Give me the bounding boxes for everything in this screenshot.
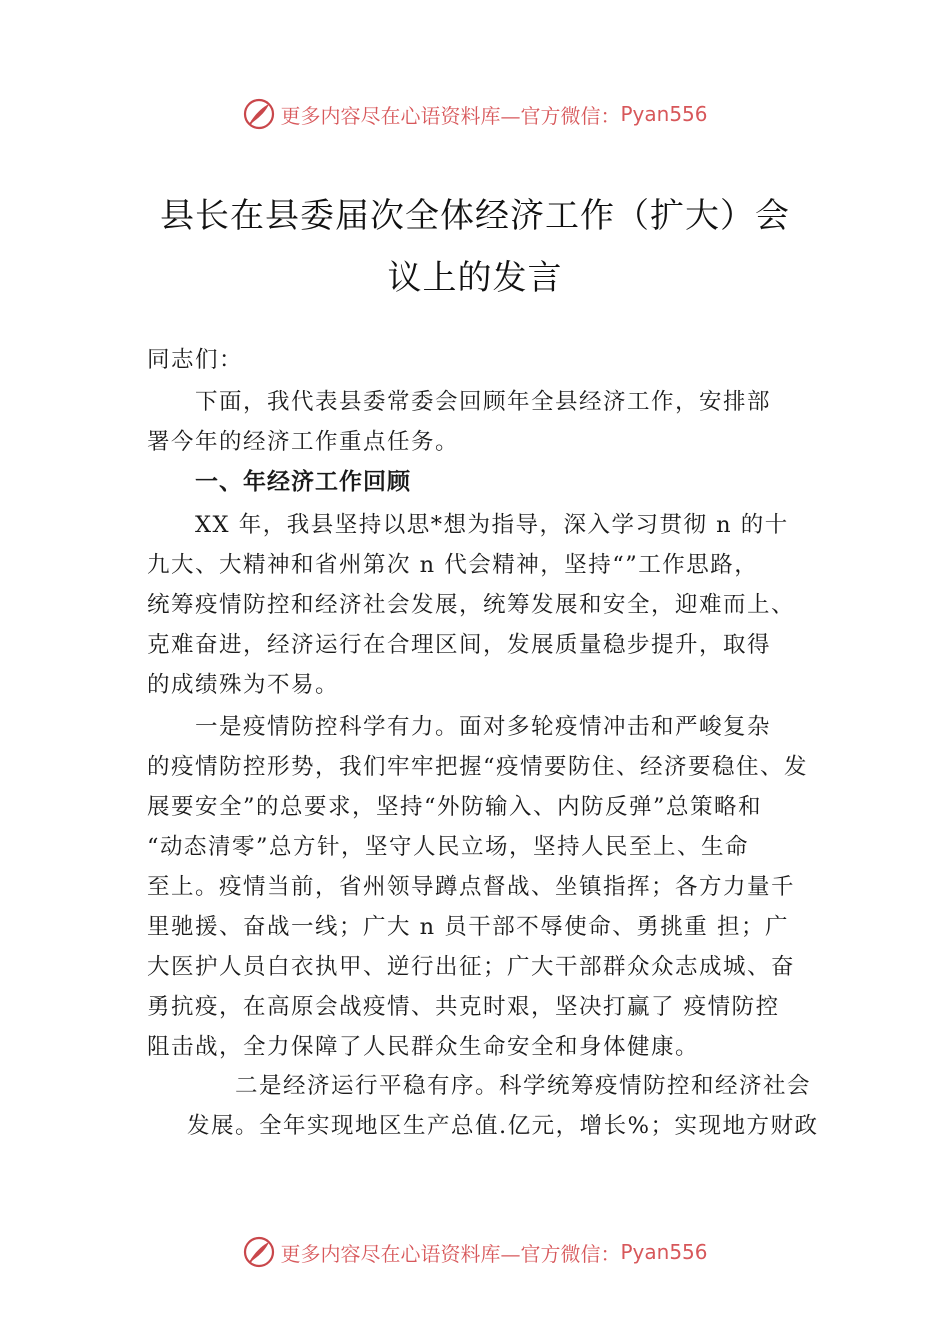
paragraph-review (147, 505, 837, 705)
watermark-wechat-id: Pyan556 (620, 1240, 708, 1264)
text-line: “动态清零”总方针，坚守人民立场，坚持人民至上、生命 (147, 834, 750, 860)
text-line: 的成绩殊为不易。 (147, 672, 340, 698)
document-title-line-1: 县长在县委届次全体经济工作（扩大）会 (160, 196, 790, 236)
text-line: 发展。全年实现地区生产总值.亿元，增长%；实现地方财政 (187, 1113, 819, 1139)
salutation (147, 340, 837, 380)
watermark-wechat-id: Pyan556 (620, 102, 708, 126)
paragraph-economy (187, 1066, 837, 1146)
text-line: 下面，我代表县委常委会回顾年全县经济工作，安排部 (195, 389, 772, 415)
text-line: 克难奋进，经济运行在合理区间，发展质量稳步提升，取得 (147, 632, 772, 658)
text-line: 阻击战，全力保障了人民群众生命安全和身体健康。 (147, 1034, 700, 1060)
intro-paragraph (147, 382, 837, 462)
salutation-text: 同志们： (147, 347, 244, 373)
text-line: 里驰援、奋战一线；广大 n 员干部不辱使命、勇挑重 担；广 (147, 914, 789, 940)
watermark-banner-bottom (0, 1232, 950, 1272)
text-line: 勇抗疫，在高原会战疫情、共克时艰，坚决打赢了 疫情防控 (147, 994, 780, 1020)
text-line: 至上。疫情当前，省州领导蹲点督战、坐镇指挥；各方力量千 (147, 874, 796, 900)
text-line: 统筹疫情防控和经济社会发展，统筹发展和安全，迎难而上、 (147, 592, 796, 618)
watermark-banner-top (0, 94, 950, 134)
text-line: 署今年的经济工作重点任务。 (147, 429, 460, 455)
text-line: 九大、大精神和省州第次 n 代会精神，坚持“”工作思路， (147, 552, 759, 578)
watermark-text: 更多内容尽在心语资料库—官方微信： (280, 1241, 621, 1266)
text-line: 的疫情防控形势，我们牢牢把握“疫情要防住、经济要稳住、发 (147, 754, 809, 780)
quill-pen-logo-icon (242, 97, 276, 131)
text-line: 展要安全”的总要求，坚持“外防输入、内防反弹”总策略和 (147, 794, 763, 820)
section-heading: 一、年经济工作回顾 (195, 469, 411, 495)
quill-pen-logo-icon (242, 1235, 276, 1269)
text-line: XX 年，我县坚持以思*想为指导，深入学习贯彻 n 的十 (195, 512, 789, 538)
text-line: 大医护人员白衣执甲、逆行出征；广大干部群众众志成城、奋 (147, 954, 796, 980)
watermark-text: 更多内容尽在心语资料库—官方微信： (280, 103, 621, 128)
text-line: 一是疫情防控科学有力。面对多轮疫情冲击和严峻复杂 (195, 714, 772, 740)
text-line: 二是经济运行平稳有序。科学统筹疫情防控和经济社会 (235, 1073, 812, 1099)
document-title-line-2: 议上的发言 (387, 258, 563, 298)
paragraph-epidemic (147, 707, 837, 1067)
